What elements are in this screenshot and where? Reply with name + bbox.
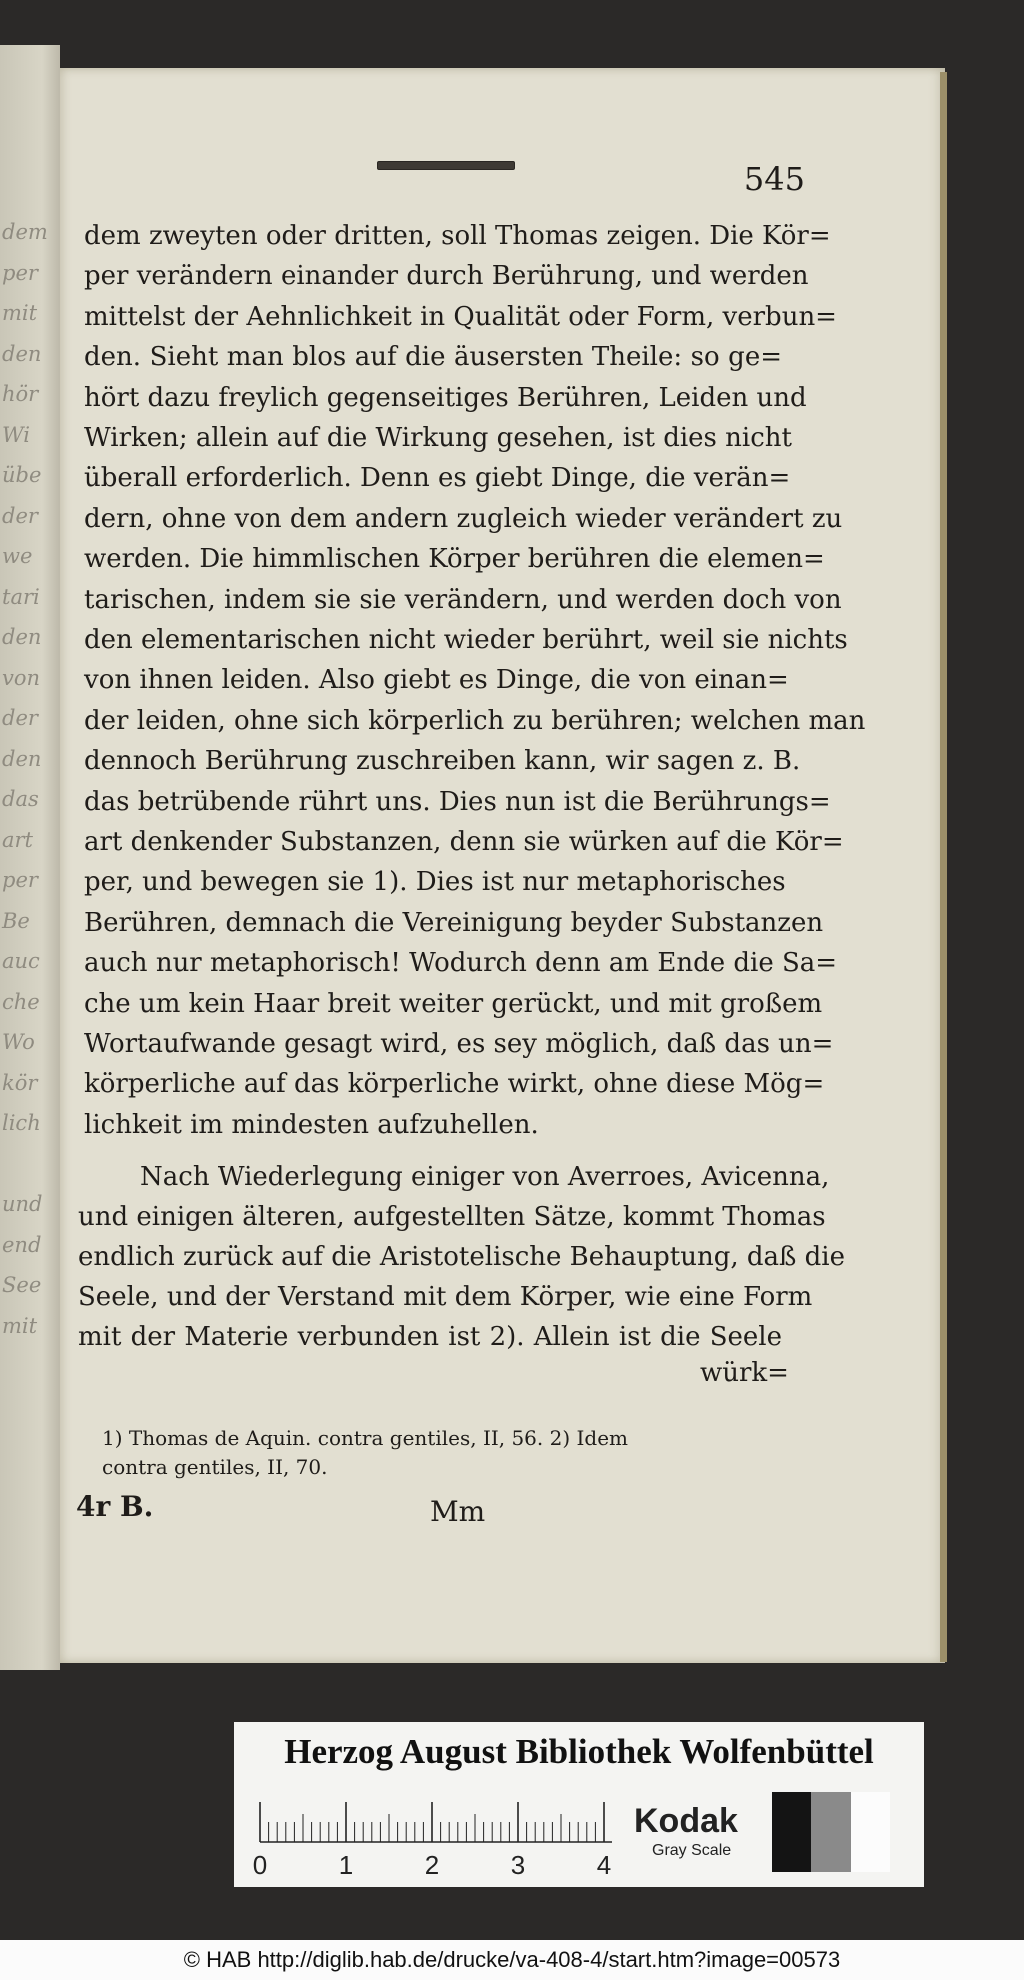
text-line: per, und bewegen sie 1). Dies ist nur metaphorisches [84,867,786,898]
ruler-label: 4 [596,1850,612,1880]
ruler-label: 1 [338,1850,354,1880]
signature-mark: 4r B. [76,1490,154,1523]
bleed-word: den [2,341,42,366]
text-line: lichkeit im mindesten aufzuhellen. [84,1109,539,1140]
text-line: und einigen älteren, aufgestellten Sätze, kommt Thomas [78,1202,826,1232]
source-credit: © HAB http://diglib.hab.de/drucke/va-408-4/start.htm?image=00573 [183,1947,841,1972]
bleed-word: che [2,989,40,1014]
bleed-word: den [2,625,42,649]
bleed-word: tari [2,584,40,609]
text-line: mit der Materie verbunden ist 2). Allein ist die Seele [78,1322,782,1352]
bleed-word: von [2,665,41,690]
bleed-word: der [2,503,38,528]
ruler-label: 3 [510,1850,526,1880]
bleed-word: lich [2,1111,41,1135]
bleed-word: Wi [2,422,30,447]
library-name: Herzog August Bibliothek Wolfenbüttel [284,1732,874,1771]
bleed-word: Wo [2,1030,35,1054]
bleed-word: den [2,746,42,771]
ruler-label: 2 [424,1850,440,1880]
adjacent-page-strip [0,45,60,1670]
measurement-ruler [252,1790,616,1882]
catchword: würk= [700,1358,789,1388]
text-line: che um kein Haar breit weiter gerückt, und mit großem [84,988,823,1019]
ruler-label: 0 [252,1850,268,1880]
bleed-word: dem [2,220,48,244]
text-line: per verändern einander durch Berührung, und werden [84,261,809,292]
gray-swatch [772,1792,811,1872]
gathering-mark: Mm [430,1495,486,1528]
bleed-word: kör [2,1070,38,1095]
text-line: hört dazu freylich gegenseitiges Berühren, Leiden und [84,382,807,413]
bleed-word: See [2,1273,42,1297]
text-line: dern, ohne von dem andern zugleich wieder verändert zu [84,503,843,534]
text-line: den elementarischen nicht wieder berührt, weil sie nichts [84,625,848,655]
text-line: das betrübende rührt uns. Dies nun ist die Berührungs= [84,786,831,817]
gray-scale-swatches [772,1792,890,1872]
text-line: Wortaufwande gesagt wird, es sey möglich, daß das un= [84,1029,834,1059]
footnote-line: 1) Thomas de Aquin. contra gentiles, II, 56. 2) Idem [102,1426,629,1450]
bleed-word: mit [2,301,38,325]
text-line: der leiden, ohne sich körperlich zu berühren; welchen man [84,705,866,736]
bleed-word: we [2,544,33,568]
footer-bar [0,1940,1024,1980]
text-line: endlich zurück auf die Aristotelische Behauptung, daß die [78,1242,846,1272]
header-rule [377,161,515,170]
color-target-card [234,1722,924,1887]
bleed-word: auc [2,949,40,973]
gray-swatch [811,1792,850,1872]
text-line: Wirken; allein auf die Wirkung gesehen, ist dies nicht [84,423,792,453]
footnote-line: contra gentiles, II, 70. [102,1455,328,1479]
bleed-word: Be [2,908,30,933]
bleed-word: end [2,1232,42,1257]
bleed-word: und [2,1192,43,1216]
text-line: werden. Die himmlischen Körper berühren die elemen= [84,544,825,575]
text-line: dennoch Berührung zuschreiben kann, wir sagen z. B. [84,746,801,777]
bleed-word: der [2,706,38,730]
text-line: körperliche auf das körperliche wirkt, ohne diese Mög= [84,1069,825,1100]
text-line: Nach Wiederlegung einiger von Averroes, Avicenna, [140,1162,830,1192]
bleed-word: hör [2,382,39,406]
page-edge [940,72,947,1662]
text-line: art denkender Substanzen, denn sie würken auf die Kör= [84,827,844,857]
text-line: den. Sieht man blos auf die äusersten Theile: so ge= [84,342,782,373]
page-number: 545 [743,160,805,198]
bleed-word: per [2,260,38,285]
bleed-word: übe [2,463,42,487]
text-line: überall erforderlich. Denn es giebt Dinge, die verän= [84,463,791,494]
text-line: dem zweyten oder dritten, soll Thomas zeigen. Die Kör= [84,221,831,251]
bleed-word: das [2,787,39,811]
gray-scale-label: Gray Scale [652,1842,732,1859]
bleed-word: mit [2,1313,38,1338]
text-line: auch nur metaphorisch! Wodurch denn am Ende die Sa= [84,948,838,979]
gray-swatch [851,1792,890,1872]
text-line: von ihnen leiden. Also giebt es Dinge, die von einan= [84,665,789,696]
text-line: Berühren, demnach die Vereinigung beyder Substanzen [84,907,824,938]
bleed-word: per [2,868,38,892]
text-line: tarischen, indem sie sie verändern, und werden doch von [84,584,842,615]
kodak-logo: Kodak [634,1802,738,1840]
text-line: mittelst der Aehnlichkeit in Qualität oder Form, verbun= [84,301,837,332]
bleed-word: art [2,827,33,852]
text-line: Seele, und der Verstand mit dem Körper, wie eine Form [78,1282,813,1312]
